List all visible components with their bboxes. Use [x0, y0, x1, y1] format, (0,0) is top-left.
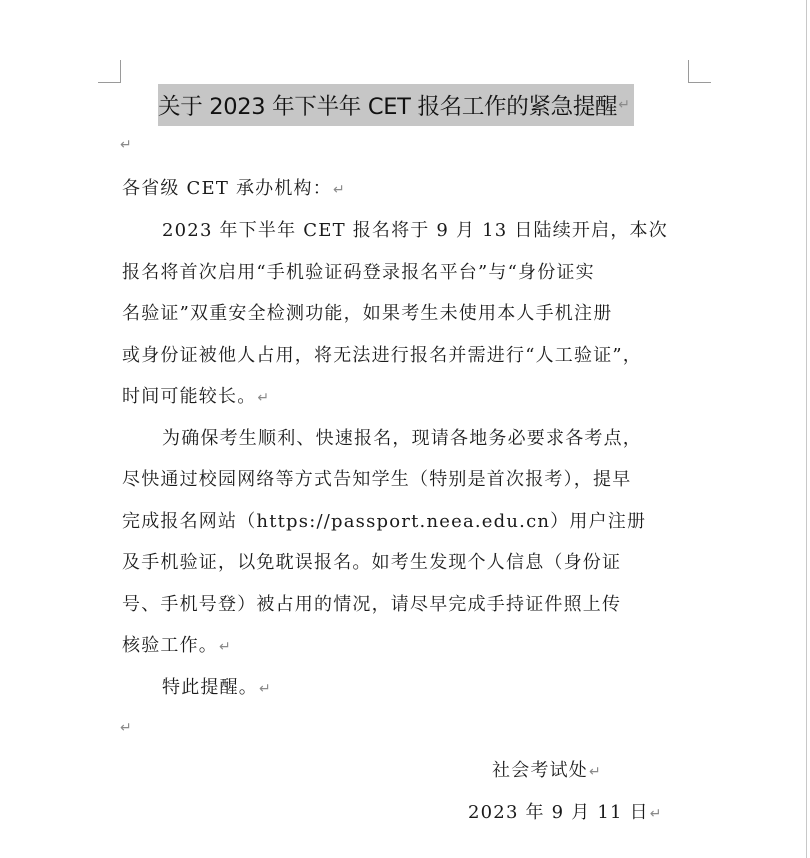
- text-line: 名验证”双重安全检测功能，如果考生未使用本人手机注册: [122, 303, 613, 324]
- text-line: 2023 年下半年 CET 报名将于 9 月 13 日陆续开启，本次: [162, 220, 668, 241]
- text-line: 核验工作。: [122, 635, 218, 656]
- paragraph-mark-icon: ↵: [259, 681, 272, 697]
- margin-corner-top-left: [98, 60, 121, 83]
- body-line[interactable]: [122, 551, 621, 575]
- paragraph-mark-icon: ↵: [649, 806, 663, 822]
- paragraph-mark-icon: ↵: [257, 390, 271, 406]
- margin-corner-top-right: [688, 60, 711, 83]
- signature-org: 社会考试处: [492, 760, 588, 781]
- paragraph-mark-icon: ↵: [120, 137, 132, 153]
- body-line[interactable]: [122, 510, 646, 534]
- salutation: 各省级 CET 承办机构：: [122, 178, 332, 199]
- paragraph-mark-icon: ↵: [120, 720, 132, 736]
- text-line: 或身份证被他人占用，将无法进行报名并需进行“人工验证”，: [122, 345, 643, 366]
- body-line[interactable]: [162, 219, 668, 243]
- paragraph-mark-icon: ↵: [589, 764, 602, 780]
- paragraph-mark-icon: ↵: [219, 639, 232, 655]
- body-line[interactable]: [122, 344, 642, 368]
- closing-line[interactable]: [162, 676, 272, 701]
- body-line[interactable]: [122, 385, 270, 410]
- body-line[interactable]: [122, 302, 612, 326]
- signature-org-line[interactable]: [492, 759, 602, 784]
- text-line: 为确保考生顺利、快速报名，现请各地务必要求各考点，: [162, 428, 642, 449]
- body-line[interactable]: [162, 427, 642, 451]
- title-selection-highlight[interactable]: [158, 84, 634, 126]
- paragraph-mark-icon: ↵: [332, 182, 346, 198]
- signature-date-line[interactable]: [468, 801, 663, 826]
- body-line[interactable]: [122, 468, 631, 492]
- document-title[interactable]: 关于 2023 年下半年 CET 报名工作的紧急提醒: [158, 94, 618, 120]
- signature-date: 2023 年 9 月 11 日: [468, 802, 649, 823]
- text-line: 及手机验证，以免耽误报名。如考生发现个人信息（身份证: [122, 552, 622, 573]
- body-line[interactable]: [122, 634, 232, 659]
- salutation-line[interactable]: [122, 177, 346, 202]
- text-line: 尽快通过校园网络等方式告知学生（特别是首次报考），提早: [122, 469, 632, 490]
- text-line: 时间可能较长。: [122, 386, 257, 407]
- body-line[interactable]: [122, 261, 595, 285]
- text-line: 号、手机号登）被占用的情况，请尽早完成手持证件照上传: [122, 594, 622, 615]
- paragraph-mark-icon: ↵: [618, 97, 630, 113]
- body-line[interactable]: [122, 593, 621, 617]
- closing-text: 特此提醒。: [162, 677, 258, 698]
- text-line: 完成报名网站（https://passport.neea.edu.cn）用户注册: [122, 511, 647, 532]
- text-line: 报名将首次启用“手机验证码登录报名平台”与“身份证实: [122, 262, 595, 283]
